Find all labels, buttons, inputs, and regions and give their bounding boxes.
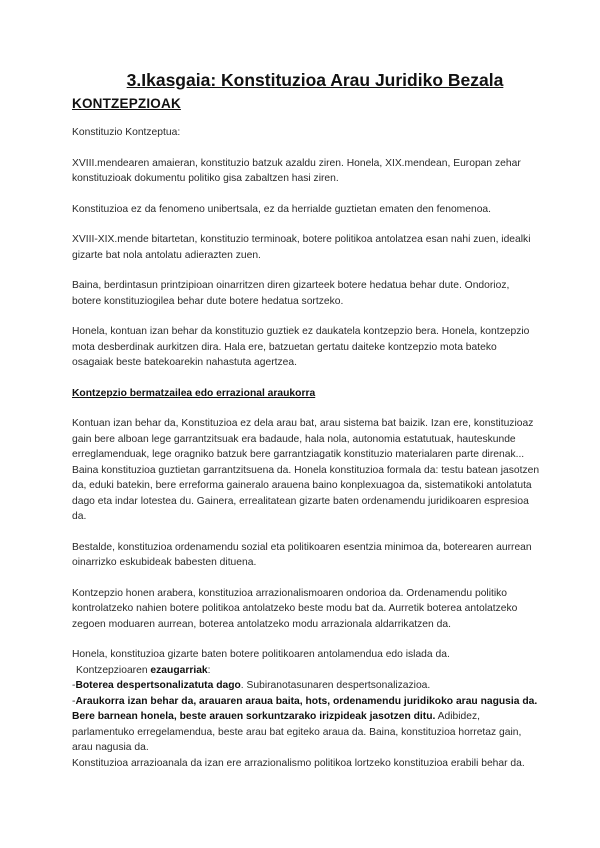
feature-2: -Araukorra izan behar da, arauaren araua baita, hots, ordenamendu juridikoko arau nagusia da. Bere barnean honela, beste arauen sorkuntzarako irizpideak jasotzen ditu. Adibidez, parlamentuko erregelamendua, beste arau bat egiteko araua da. Baina, konstituzioa horretaz gain, arau nagusia da. — [72, 695, 538, 753]
paragraph-3: XVIII-XIX.mende bitartetan, konstituzio terminoak, botere politikoa antolatzea esan nahi zuen, idealki gizarte bat nola antolatu adierazten zuen. — [72, 234, 531, 261]
paragraph-9: Honela, konstituzioa gizarte baten botere politikoaren antolamendua edo islada da. — [72, 649, 450, 660]
feature-1-bold: Boterea despertsonalizatuta dago — [75, 680, 241, 691]
section-heading: Kontzepzio bermatzailea edo errazional araukorra — [72, 387, 316, 399]
page-title: 3.Ikasgaia: Konstituzioa Arau Juridiko Bezala — [126, 70, 504, 90]
paragraph-8: Kontzepzio honen arabera, konstituzioa arrazionalismoaren ondorioa da. Ordenamendu politiko kontrolatzeko nahien botere politikoa antolatzeko beste modu bat da. Aurretik boterea antolatzeko zegoen moduaren aurrean, boterea antolatzeko modu arrazionala aldarrikatzen da. — [72, 587, 518, 630]
features-intro: Kontzepzioaren ezaugarriak: — [76, 664, 211, 676]
features-label: ezaugarriak — [150, 664, 208, 676]
paragraph-6: Kontuan izan behar da, Konstituzioa ez dela arau bat, arau sistema bat baizik. Izan ere, konstituzioaz gain bere alboan lege garrantzitsuak era badaude, hala nola, autonomia estatutuak, hauteskunde erreglamenduak, lege oragniko batzuk bere garrantziagatik konstituzio materialaren parte direnak... Baina konstituzioa guztietan garrantzitsuena da. Honela konstituzioa formala da: testu batean jasotzen da, eduki batekin, bere erreforma gaineralo arauena baino konplexuagoa da, sistematikoki antolatuta dago eta indar lotestea du. Gainera, errealitatean gizarte baten ordenamendu juridikoaren espresioa da. — [72, 418, 540, 522]
paragraph-10: Konstituzioa arrazioanala da izan ere arrazionalismo politikoa lortzeko konstituzioa erabili behar da. — [72, 757, 525, 769]
paragraph-7: Bestalde, konstituzioa ordenamendu sozial eta politikoaren esentzia minimoa da, boterearen aurrean oinarrizko eskubideak babesten dituena. — [72, 541, 532, 568]
intro-label: Konstituzio Kontzeptua: — [72, 127, 181, 138]
feature-1: -Boterea despertsonalizatuta dago. Subiranotasunaren despertsonalizazioa. — [72, 680, 431, 691]
paragraph-1: XVIII.mendearen amaieran, konstituzio batzuk azaldu ziren. Honela, XIX.mendean, Europan zehar konstituzioak dokumentu politiko gisa zabaltzen hasi ziren. — [72, 157, 521, 184]
paragraph-5: Honela, kontuan izan behar da konstituzio guztiek ez daukatela kontzepzio bera. Honela, kontzepzio mota desberdinak aurkitzen dira. Hala ere, batzuetan gertatu daiteke kontzepzio mota bateko osagaiak beste batekoarekin nahastuta agertzea. — [72, 326, 530, 368]
section-subtitle: KONTZEPZIOAK — [72, 96, 181, 111]
feature-2-bold: Araukorra izan behar da, arauaren araua baita, hots, ordenamendu juridikoko arau nagusia da. Bere barnean honela, beste arauen sorkuntzarako irizpideak jasotzen ditu. — [72, 695, 538, 722]
paragraph-4: Baina, berdintasun printzipioan oinarritzen diren gizarteek botere hedatua behar dute. Ondorioz, botere konstituziogilea behar dute botere hedatua sortzeko. — [72, 280, 510, 307]
paragraph-2: Konstituzioa ez da fenomeno unibertsala, ez da herrialde guztietan ematen den fenomenoa. — [72, 203, 492, 215]
